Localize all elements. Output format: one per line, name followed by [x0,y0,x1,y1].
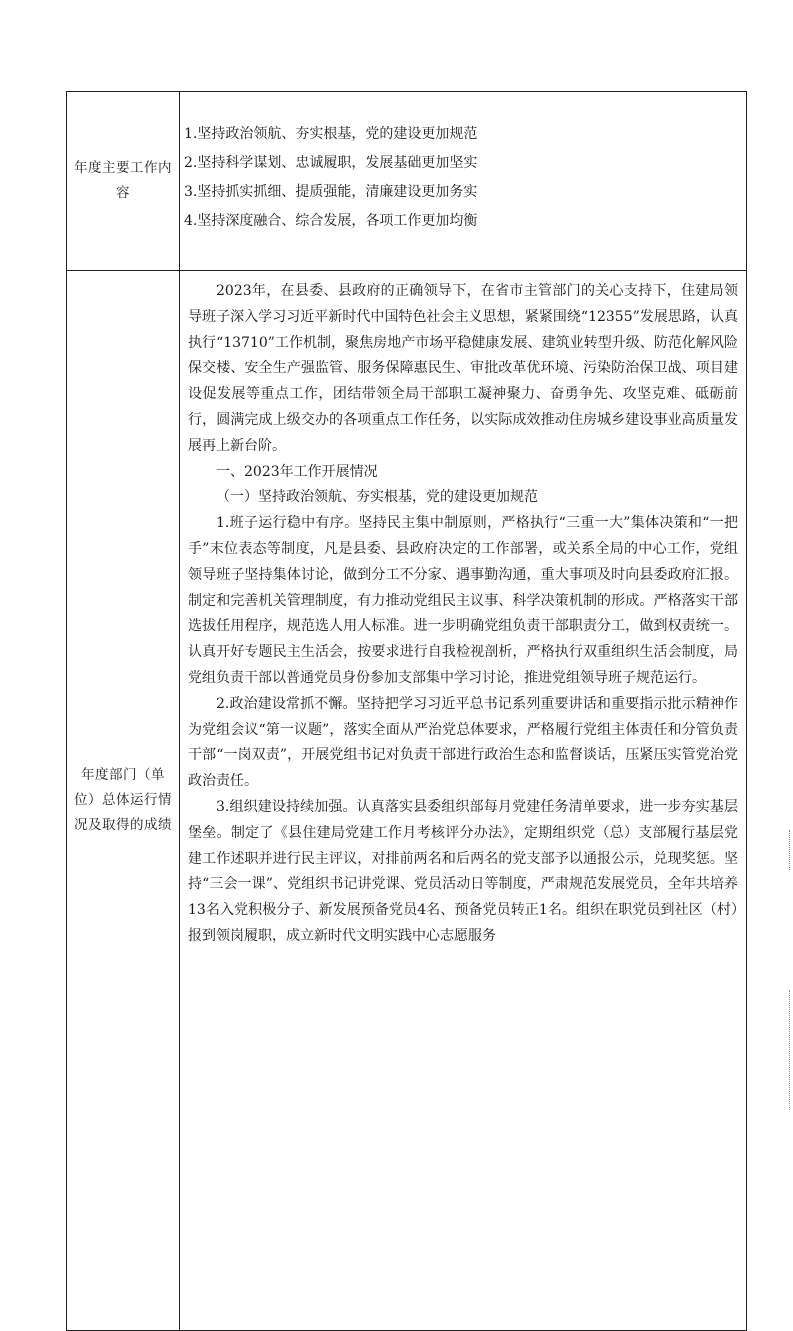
scan-edge-mark [787,990,790,1110]
achievements-body [180,271,746,950]
list-item: 2.坚持科学谋划、忠诚履职，发展基础更加坚实 [184,155,478,171]
section-heading: 一、2023年工作开展情况 [216,463,378,480]
achievements-content [180,271,747,1331]
table-row-main-work [67,92,747,271]
label-achievements: 年度部门（单位）总体运行情况及取得的成绩 [67,271,180,1331]
subsection-heading: （一）坚持政治领航、夯实根基，党的建设更加规范 [216,489,538,506]
scan-edge-mark [787,830,790,870]
main-work-content [180,92,747,271]
paragraph-intro: 2023年，在县委、县政府的正确领导下，在省市主管部门的关心支持下，住建局领导班子深入学习习近平新时代中国特色社会主义思想，紧紧围绕“12355”发展思路，认真执行“13710”工作机制，聚焦房地产市场平稳健康发展、建筑业转型升级、防范化解风险保交楼、安全生产强监管、服务保障惠民生、审批改革优环境、污染防治保卫战、项目建设促发展等重点工作，团结带领全局干部职工凝神聚力、奋勇争先、攻坚克难、砥砺前行，圆满完成上级交办的各项重点工作任务，以实际成效推动住房城乡建设事业高质量发展再上新台阶。 [188,283,738,454]
paragraph-item-3: 3.组织建设持续加强。认真落实县委组织部每月党建任务清单要求，进一步夯实基层堡垒。制定了《县住建局党建工作月考核评分办法》，定期组织党（总）支部履行基层党建工作述职并进行民主评议，对排前两名和后两名的党支部予以通报公示，兑现奖惩。坚持“三会一课”、党组织书记讲党课、党员活动日等制度，严肃规范发展党员，全年共培养13名入党积极分子、新发展预备党员4名、预备党员转正1名。组织在职党员到社区（村）报到领岗履职，成立新时代文明实践中心志愿服务 [188,798,738,944]
table-row-achievements [67,271,747,1331]
list-item: 3.坚持抓实抓细、提质强能，清廉建设更加务实 [184,184,478,200]
list-item: 1.坚持政治领航、夯实根基，党的建设更加规范 [184,126,478,142]
paragraph-item-2: 2.政治建设常抓不懈。坚持把学习习近平总书记系列重要讲话和重要指示批示精神作为党组会议“第一议题”，落实全面从严治党总体要求，严格履行党组主体责任和分管负责干部“一岗双责”，开展党组书记对负责干部进行政治生态和监督谈话，压紧压实管党治党政治责任。 [188,695,738,790]
label-main-work: 年度主要工作内容 [67,92,180,271]
paragraph-item-1: 1.班子运行稳中有序。坚持民主集中制原则，严格执行“三重一大”集体决策和“一把手”末位表态等制度，凡是县委、县政府决定的工作部署，或关系全局的中心工作，党组领导班子坚持集体讨论，做到分工不分家、遇事勤沟通，重大事项及时向县委政府汇报。制定和完善机关管理制度，有力推动党组民主议事、科学决策机制的形成。严格落实干部选拔任用程序，规范选人用人标准。进一步明确党组负责干部职责分工，做到权责统一。认真开好专题民主生活会，按要求进行自我检视剖析，严格执行双重组织生活会制度，局党组负责干部以普通党员身份参加支部集中学习讨论，推进党组领导班子规范运行。 [188,515,738,686]
document-table [66,91,747,1331]
main-work-list [180,92,746,236]
list-item: 4.坚持深度融合、综合发展，各项工作更加均衡 [184,213,478,229]
